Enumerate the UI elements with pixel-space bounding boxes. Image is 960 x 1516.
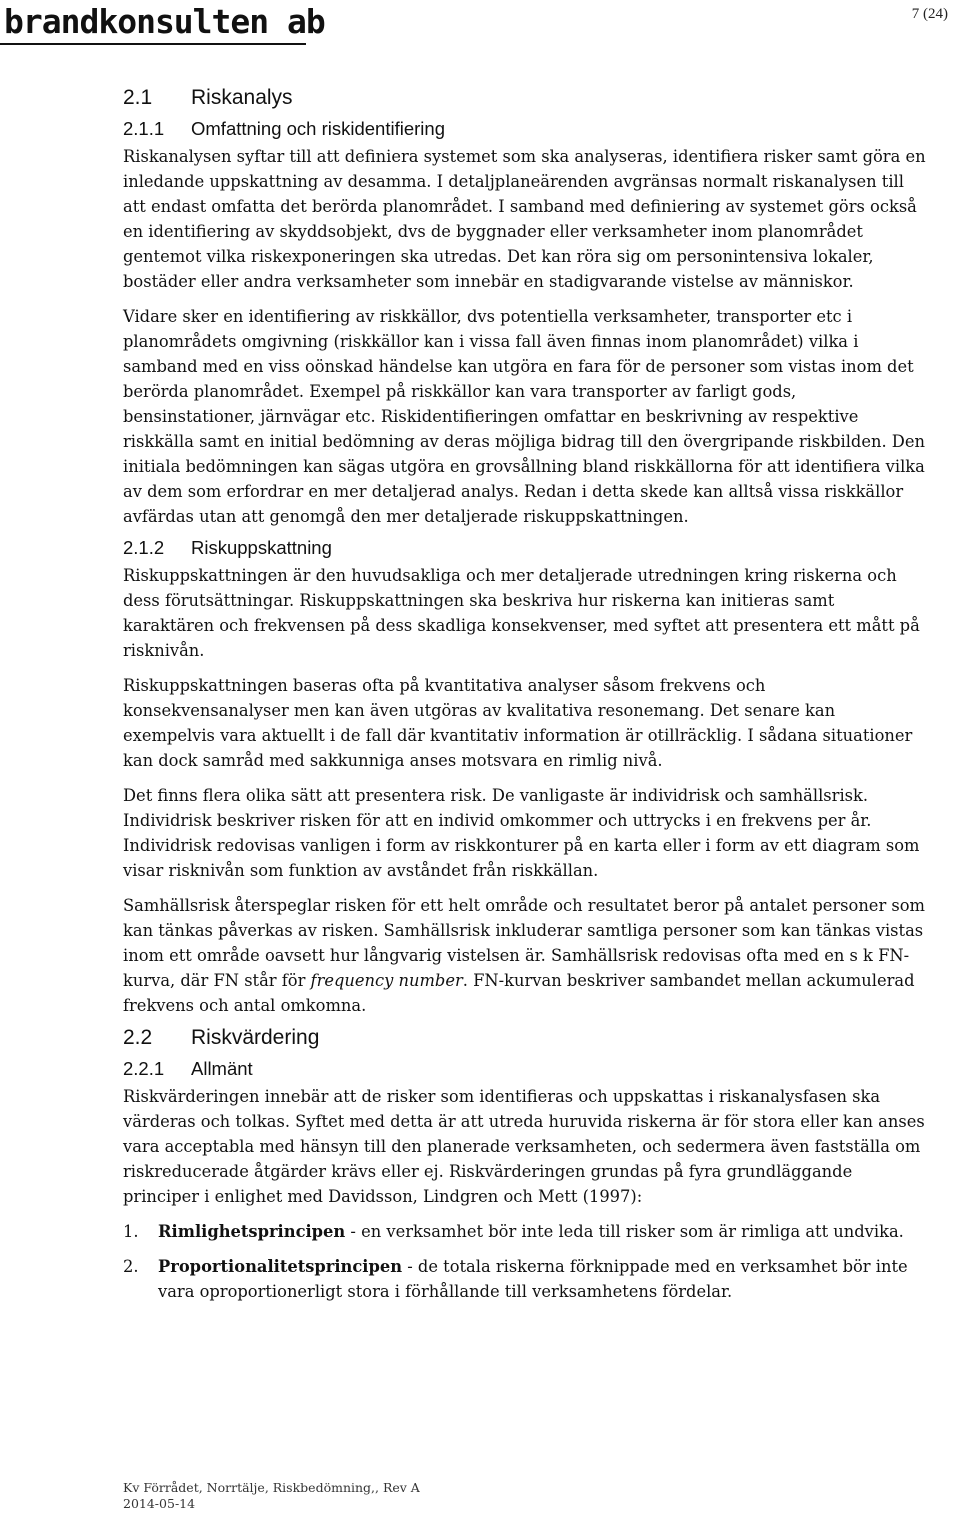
page-footer (123, 1480, 420, 1512)
heading-2-2-1: 2.2.1 Allmänt (123, 1058, 253, 1079)
page-number: 7 (24) (911, 6, 948, 22)
paragraph: Riskanalysen syftar till att definiera systemet som ska analyseras, identifiera risker samt göra en inledande uppskattning av desamma. I detaljplaneärenden avgränsas normalt riskanalysen till att endast omfatta det berörda planområdet. I samband med definiering av systemet görs också en identifiering av skyddsobjekt, dvs de byggnader eller verksamheter inom planområdet gentemot vilka riskexponeringen ska utredas. Det kan röra sig om personintensiva lokaler, bostäder eller andra verksamheter som innebär en stadigvarande vistelse av människor. (123, 147, 926, 291)
heading-2-1: 2.1 Riskanalys (123, 86, 293, 109)
principles-list (123, 1219, 928, 1304)
emphasis: frequency number (310, 971, 463, 990)
heading-2-1-2: 2.1.2 Riskuppskattning (123, 537, 332, 558)
paragraph: Riskuppskattningen är den huvudsakliga och mer detaljerade utredningen kring riskerna och dess förutsättningar. Riskuppskattningen ska beskriva hur riskerna kan initieras samt karaktären och frekvensen på dess skadliga konsekvenser, med syftet att presentera ett mått på risknivån. (123, 566, 920, 660)
heading-2-2: 2.2 Riskvärdering (123, 1026, 320, 1049)
list-item: 2. Proportionalitetsprincipen - de totala riskerna förknippade med en verksamhet bör inte vara oproportionerligt stora i förhållande till verksamhetens fördelar. (123, 1257, 908, 1301)
paragraph: Riskvärderingen innebär att de risker som identifieras och uppskattas i riskanalysfasen ska värderas och tolkas. Syftet med detta är att utreda huruvida riskerna är för stora eller kan anses vara acceptabla med hänsyn till den planerade verksamheten, och sedermera även fastställa om riskreducerade åtgärder krävs eller ej. Riskvärderingen grundas på fyra grundläggande principer i enlighet med Davidsson, Lindgren och Mett (1997): (123, 1087, 925, 1206)
company-logo: brandkonsulten ab (4, 2, 325, 41)
list-item: 1. Rimlighetsprincipen - en verksamhet bör inte leda till risker som är rimliga att undvika. (123, 1222, 904, 1241)
paragraph: Samhällsrisk återspeglar risken för ett helt område och resultatet beror på antalet personer som kan tänkas påverkas av risken. Samhällsrisk inkluderar samtliga personer som kan tänkas vistas inom ett område oavsett hur långvarig vistelsen är. Samhällsrisk redovisas ofta med en s k FN-kurva, där FN står för frequency number. FN-kurvan beskriver sambandet mellan ackumulerad frekvens och antal omkomna. (123, 896, 925, 1015)
heading-2-1-1: 2.1.1 Omfattning och riskidentifiering (123, 118, 445, 139)
document-body (123, 86, 928, 1314)
paragraph: Det finns flera olika sätt att presentera risk. De vanligaste är individrisk och samhällsrisk. Individrisk beskriver risken för att en individ omkommer och uttrycks i en frekvens per år. Individrisk redovisas vanligen i form av riskkonturer på en karta eller i form av ett diagram som visar risknivån som funktion av avståndet från riskkällan. (123, 786, 920, 880)
footer-date: 2014-05-14 (123, 1496, 196, 1511)
paragraph: Riskuppskattningen baseras ofta på kvantitativa analyser såsom frekvens och konsekvensanalyser men kan även utgöras av kvalitativa resonemang. Det senare kan exempelvis vara aktuellt i de fall där kvantitativ information är otillräcklig. I sådana situationer kan dock samråd med sakkunniga anses motsvara en rimlig nivå. (123, 676, 913, 770)
paragraph: Vidare sker en identifiering av riskkällor, dvs potentiella verksamheter, transporter etc i planområdets omgivning (riskkällor kan i vissa fall även finnas inom planområdet) vilka i samband med en viss oönskad händelse kan utgöra en fara för de personer som vistas inom det berörda planområdet. Exempel på riskkällor kan vara transporter av farligt gods, bensinstationer, järnvägar etc. Riskidentifieringen omfattar en beskrivning av respektive riskkälla samt en initial bedömning av deras möjliga bidrag till den övergripande riskbilden. Den initiala bedömningen kan sägas utgöra en grovsållning bland riskkällorna för att identifiera vilka av dem som erfordrar en mer detaljerad analys. Redan i detta skede kan alltså vissa riskkällor avfärdas utan att genomgå den mer detaljerade riskuppskattningen. (123, 307, 925, 526)
logo-underline (0, 43, 306, 45)
footer-document-title: Kv Förrådet, Norrtälje, Riskbedömning,, Rev A (123, 1480, 420, 1495)
